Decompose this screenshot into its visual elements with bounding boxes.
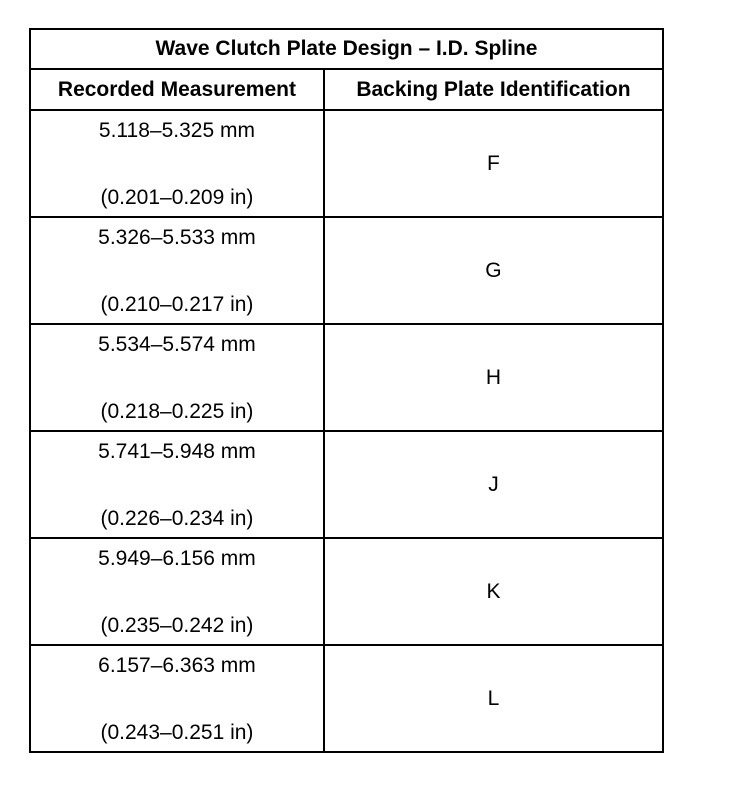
clutch-plate-table: [29, 28, 664, 753]
measurement-inch: (0.243–0.251 in): [100, 721, 254, 744]
table-row: [30, 217, 663, 324]
table-header-row: [30, 69, 663, 110]
header-backing-plate-identification: Backing Plate Identification: [324, 69, 663, 110]
measurement-mm: 5.118–5.325 mm: [98, 119, 255, 142]
measurement-cell: [30, 217, 324, 324]
measurement-cell: [30, 538, 324, 645]
backing-plate-id: J: [324, 431, 663, 538]
table-row: [30, 110, 663, 217]
table-row: [30, 538, 663, 645]
measurement-mm: 6.157–6.363 mm: [98, 654, 256, 677]
measurement-cell: [30, 324, 324, 431]
backing-plate-id: K: [324, 538, 663, 645]
backing-plate-id: G: [324, 217, 663, 324]
measurement-mm: 5.534–5.574 mm: [98, 333, 256, 356]
table-row: [30, 324, 663, 431]
backing-plate-id: L: [324, 645, 663, 752]
header-recorded-measurement: Recorded Measurement: [30, 69, 324, 110]
measurement-cell: [30, 645, 324, 752]
measurement-mm: 5.741–5.948 mm: [98, 440, 256, 463]
table-row: [30, 431, 663, 538]
measurement-inch: (0.201–0.209 in): [100, 186, 254, 209]
measurement-inch: (0.226–0.234 in): [100, 507, 254, 530]
measurement-cell: [30, 431, 324, 538]
measurement-mm: 5.326–5.533 mm: [98, 226, 256, 249]
measurement-cell: [30, 110, 324, 217]
backing-plate-id: F: [324, 110, 663, 217]
measurement-inch: (0.235–0.242 in): [100, 614, 254, 637]
table-title-row: [30, 29, 663, 69]
measurement-mm: 5.949–6.156 mm: [98, 547, 256, 570]
table-row: [30, 645, 663, 752]
table-title: Wave Clutch Plate Design – I.D. Spline: [30, 29, 663, 69]
backing-plate-id: H: [324, 324, 663, 431]
measurement-inch: (0.210–0.217 in): [100, 293, 254, 316]
measurement-inch: (0.218–0.225 in): [100, 400, 254, 423]
